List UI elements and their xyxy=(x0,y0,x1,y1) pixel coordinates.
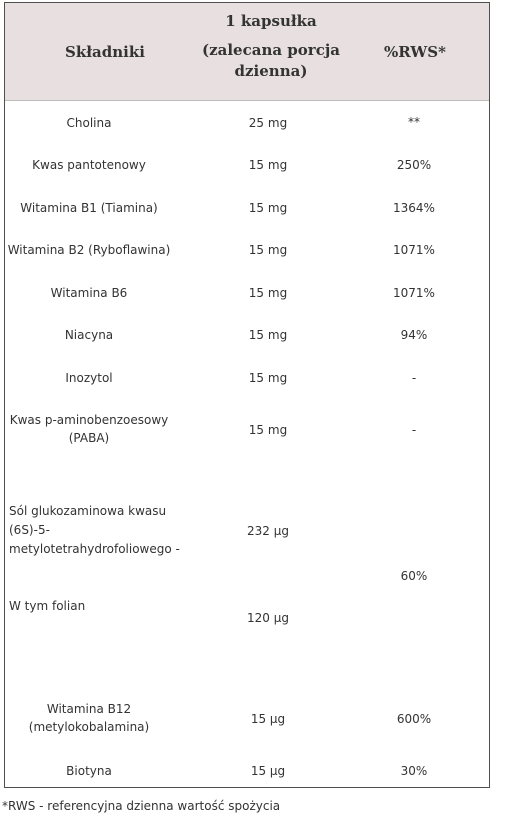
row-b1-name: Witamina B1 (Tiamina) xyxy=(20,201,158,215)
supplement-facts-table xyxy=(4,2,490,788)
row-paba-name-line1: Kwas p-aminobenzoesowy xyxy=(9,413,169,427)
row-inositol-rws: - xyxy=(411,371,417,385)
row-folate-name-line3: metylotetrahydrofoliowego - xyxy=(9,542,180,556)
row-pantothenic-name: Kwas pantotenowy xyxy=(32,158,146,172)
row-cholina-rws: ** xyxy=(408,115,420,129)
row-b1-dose: 15 mg xyxy=(248,201,288,215)
row-niacin-name: Niacyna xyxy=(64,328,114,342)
row-inositol-dose: 15 mg xyxy=(248,371,288,385)
row-b12-rws: 600% xyxy=(396,712,432,726)
row-b6-name: Witamina B6 xyxy=(50,286,128,300)
row-folian-name: W tym folian xyxy=(9,599,86,613)
row-folate-dose: 232 µg xyxy=(247,524,289,538)
row-biotin-name: Biotyna xyxy=(66,764,112,778)
row-folate-name-line1: Sól glukozaminowa kwasu xyxy=(9,504,167,518)
row-b2-name: Witamina B2 (Ryboflawina) xyxy=(7,243,171,257)
row-cholina-name: Cholina xyxy=(66,116,112,130)
header-dose-line2: (zalecana porcja xyxy=(202,41,340,59)
row-b12-dose: 15 µg xyxy=(250,712,286,726)
header-dose xyxy=(181,11,361,82)
row-biotin-rws: 30% xyxy=(400,764,428,778)
header-ingredients: Składniki xyxy=(65,43,145,61)
row-b2-dose: 15 mg xyxy=(248,243,288,257)
row-b2-rws: 1071% xyxy=(393,243,435,257)
row-b12-name-line2: (metylokobalamina) xyxy=(28,720,150,734)
row-b1-rws: 1364% xyxy=(393,201,435,215)
row-paba-dose: 15 mg xyxy=(248,423,288,437)
row-biotin-dose: 15 µg xyxy=(250,764,286,778)
header-rws: %RWS* xyxy=(384,43,446,61)
header-dose-line1: 1 kapsułka xyxy=(225,12,317,30)
row-b6-dose: 15 mg xyxy=(248,286,288,300)
row-cholina-dose: 25 mg xyxy=(248,116,288,130)
row-folate-name-line2: (6S)-5- xyxy=(9,523,50,537)
row-niacin-rws: 94% xyxy=(400,328,428,342)
row-folian-dose: 120 µg xyxy=(247,611,289,625)
row-niacin-dose: 15 mg xyxy=(248,328,288,342)
row-pantothenic-dose: 15 mg xyxy=(248,158,288,172)
row-pantothenic-rws: 250% xyxy=(396,158,432,172)
row-inositol-name: Inozytol xyxy=(65,371,113,385)
row-folate-rws: 60% xyxy=(400,569,428,583)
row-paba-name-line2: (PABA) xyxy=(68,431,110,445)
rws-footnote: *RWS - referencyjna dzienna wartość spożycia xyxy=(2,799,281,813)
row-b6-rws: 1071% xyxy=(393,286,435,300)
table-header xyxy=(5,3,489,101)
row-paba-rws: - xyxy=(411,423,417,437)
row-b12-name-line1: Witamina B12 xyxy=(46,702,132,716)
header-dose-line3: dzienna) xyxy=(234,62,308,80)
